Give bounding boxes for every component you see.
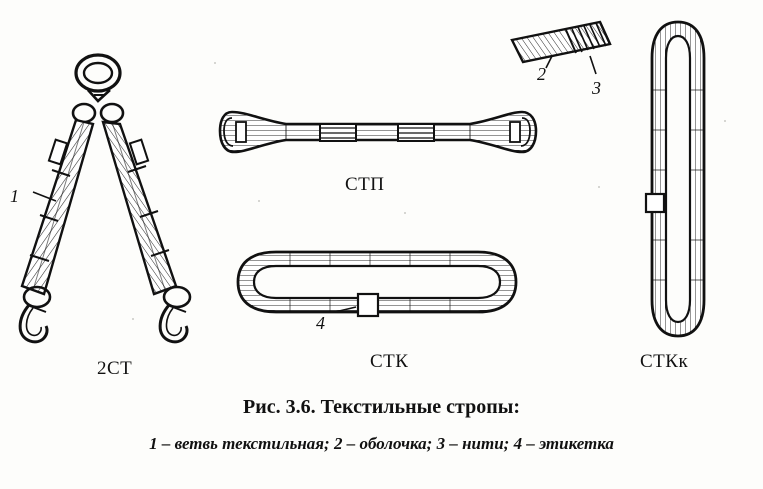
stp-eye-left-stitch <box>236 122 246 142</box>
master-link-ring <box>76 55 120 91</box>
scan-speck <box>214 62 216 64</box>
branch-loop-right <box>101 104 123 122</box>
scan-speck <box>404 212 406 214</box>
scan-speck <box>598 186 600 188</box>
label-stkk: СТКк <box>640 351 689 372</box>
scan-speck <box>258 200 260 202</box>
sleeve-detail <box>512 22 610 74</box>
figure-legend: 1 – ветвь текстильная; 2 – оболочка; 3 – нити; 4 – этикетка <box>149 434 614 453</box>
branch-left <box>22 120 93 294</box>
sling-2st <box>20 55 190 342</box>
label-stk: СТК <box>370 351 409 372</box>
callout-4: 4 <box>316 313 325 333</box>
branch-right <box>103 122 176 294</box>
sling-stk <box>238 252 516 316</box>
callout-2: 2 <box>537 64 546 84</box>
label-2st: 2СТ <box>97 358 133 379</box>
stp-eye-right-stitch <box>510 122 520 142</box>
sling-stp <box>220 112 536 152</box>
label-stp: СТП <box>345 174 385 195</box>
stkk-label-tag <box>646 194 664 212</box>
callout-1: 1 <box>10 186 19 206</box>
sling-stkk <box>646 22 704 336</box>
stk-label-tag <box>358 294 378 316</box>
callout-3-leader <box>590 56 596 74</box>
hook-left <box>20 287 50 342</box>
hook-right <box>160 287 190 342</box>
callout-3: 3 <box>592 78 601 98</box>
figure-caption: Рис. 3.6. Текстильные стропы: <box>242 396 520 418</box>
scan-speck <box>724 120 726 122</box>
scan-speck <box>132 318 134 320</box>
